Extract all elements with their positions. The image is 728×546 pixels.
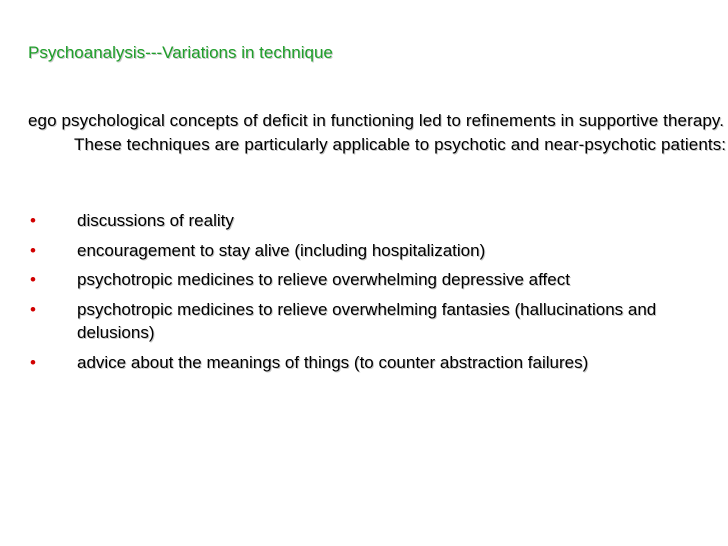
bullet-item bbox=[28, 268, 708, 292]
bullet-item bbox=[28, 298, 708, 345]
bullet-icon: • bbox=[30, 299, 36, 319]
bullet-icon: • bbox=[30, 270, 36, 289]
bullet-list bbox=[28, 209, 708, 380]
bullet-item bbox=[28, 239, 708, 263]
intro-paragraph: ego psychological concepts of deficit in functioning led to refinements in supportive therapy. These techniques are particularly applicable to psychotic and near-psychotic patients: bbox=[28, 111, 727, 154]
bullet-icon: • bbox=[30, 211, 36, 230]
bullet-text: advice about the meanings of things (to counter abstraction failures) bbox=[77, 352, 589, 372]
bullet-icon: • bbox=[30, 352, 36, 372]
bullet-text: psychotropic medicines to relieve overwhelming depressive affect bbox=[77, 270, 570, 289]
bullet-item bbox=[28, 209, 708, 233]
bullet-text: discussions of reality bbox=[77, 211, 234, 230]
bullet-icon: • bbox=[30, 240, 36, 260]
slide-title: Psychoanalysis---Variations in technique bbox=[28, 43, 333, 62]
bullet-text: encouragement to stay alive (including hospitalization) bbox=[77, 240, 486, 260]
bullet-item bbox=[28, 351, 708, 375]
bullet-text: psychotropic medicines to relieve overwhelming fantasies (hallucinations and delusions) bbox=[77, 299, 657, 342]
